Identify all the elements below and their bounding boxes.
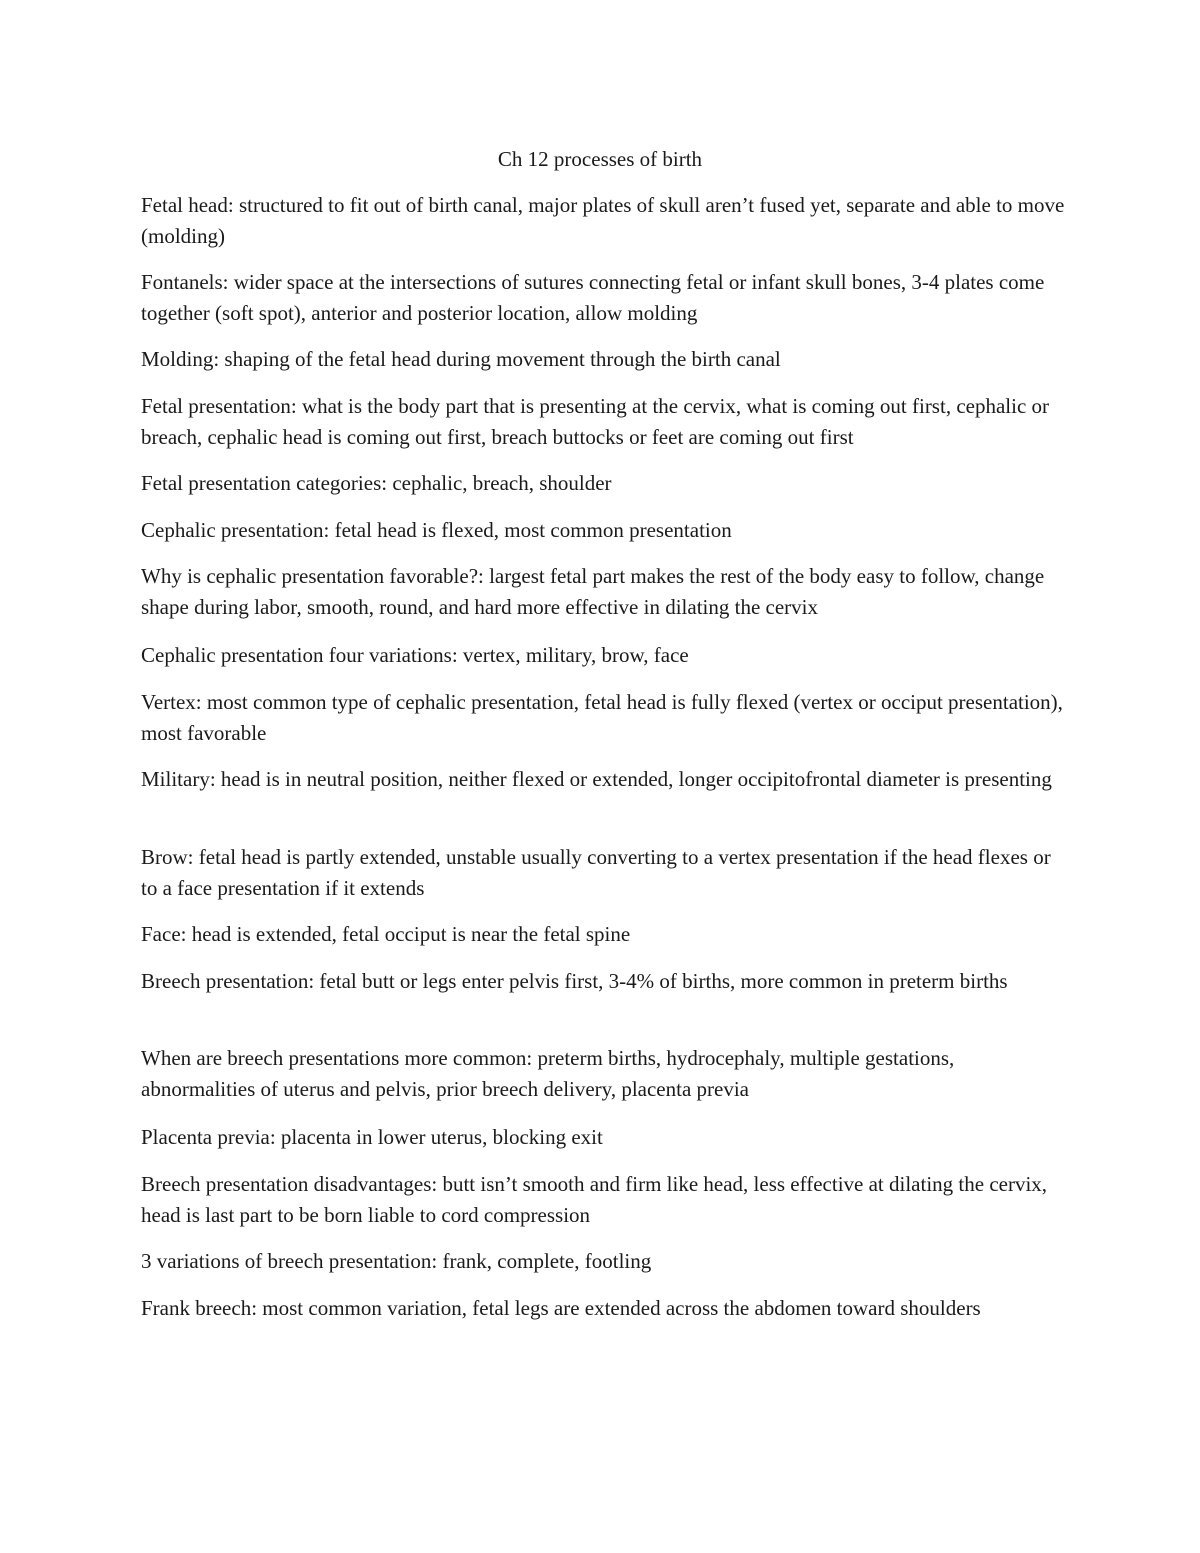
paragraph-cephalic-presentation: Cephalic presentation: fetal head is flexed, most common presentation	[141, 518, 732, 542]
paragraph-vertex: Vertex: most common type of cephalic presentation, fetal head is fully flexed (vertex or occiput presentation), most favorable	[141, 690, 1063, 745]
paragraph-brow: Brow: fetal head is partly extended, unstable usually converting to a vertex presentation if the head flexes or to a face presentation if it extends	[141, 845, 1051, 900]
paragraph-presentation-categories: Fetal presentation categories: cephalic, breach, shoulder	[141, 471, 612, 495]
paragraph-fetal-head: Fetal head: structured to fit out of birth canal, major plates of skull aren’t fused yet, separate and able to move (molding)	[141, 193, 1065, 248]
paragraph-frank-breech: Frank breech: most common variation, fetal legs are extended across the abdomen toward shoulders	[141, 1296, 981, 1320]
paragraph-molding: Molding: shaping of the fetal head during movement through the birth canal	[141, 347, 781, 371]
paragraph-face: Face: head is extended, fetal occiput is near the fetal spine	[141, 922, 631, 946]
paragraph-cephalic-variations: Cephalic presentation four variations: vertex, military, brow, face	[141, 643, 689, 667]
paragraph-military: Military: head is in neutral position, neither flexed or extended, longer occipitofrontal diameter is presenting	[141, 767, 1052, 791]
paragraph-breech-variations: 3 variations of breech presentation: frank, complete, footling	[141, 1249, 652, 1273]
page-title: Ch 12 processes of birth	[497, 147, 703, 171]
paragraph-cephalic-favorable: Why is cephalic presentation favorable?: largest fetal part makes the rest of the body easy to follow, change shape during labor, smooth, round, and hard more effective in dilating the cervix	[141, 564, 1045, 619]
paragraph-fontanels: Fontanels: wider space at the intersections of sutures connecting fetal or infant skull bones, 3-4 plates come together (soft spot), anterior and posterior location, allow molding	[141, 270, 1045, 325]
paragraph-breech-disadvantages: Breech presentation disadvantages: butt isn’t smooth and firm like head, less effective at dilating the cervix, head is last part to be born liable to cord compression	[141, 1172, 1048, 1227]
paragraph-breech-presentation: Breech presentation: fetal butt or legs enter pelvis first, 3-4% of births, more common in preterm births	[141, 969, 1008, 993]
paragraph-fetal-presentation: Fetal presentation: what is the body part that is presenting at the cervix, what is coming out first, cephalic or breach, cephalic head is coming out first, breach buttocks or feet are coming out first	[141, 394, 1050, 449]
paragraph-breech-common: When are breech presentations more common: preterm births, hydrocephaly, multiple gestations, abnormalities of uterus and pelvis, prior breech delivery, placenta previa	[141, 1046, 955, 1101]
paragraph-placenta-previa: Placenta previa: placenta in lower uterus, blocking exit	[141, 1125, 603, 1149]
